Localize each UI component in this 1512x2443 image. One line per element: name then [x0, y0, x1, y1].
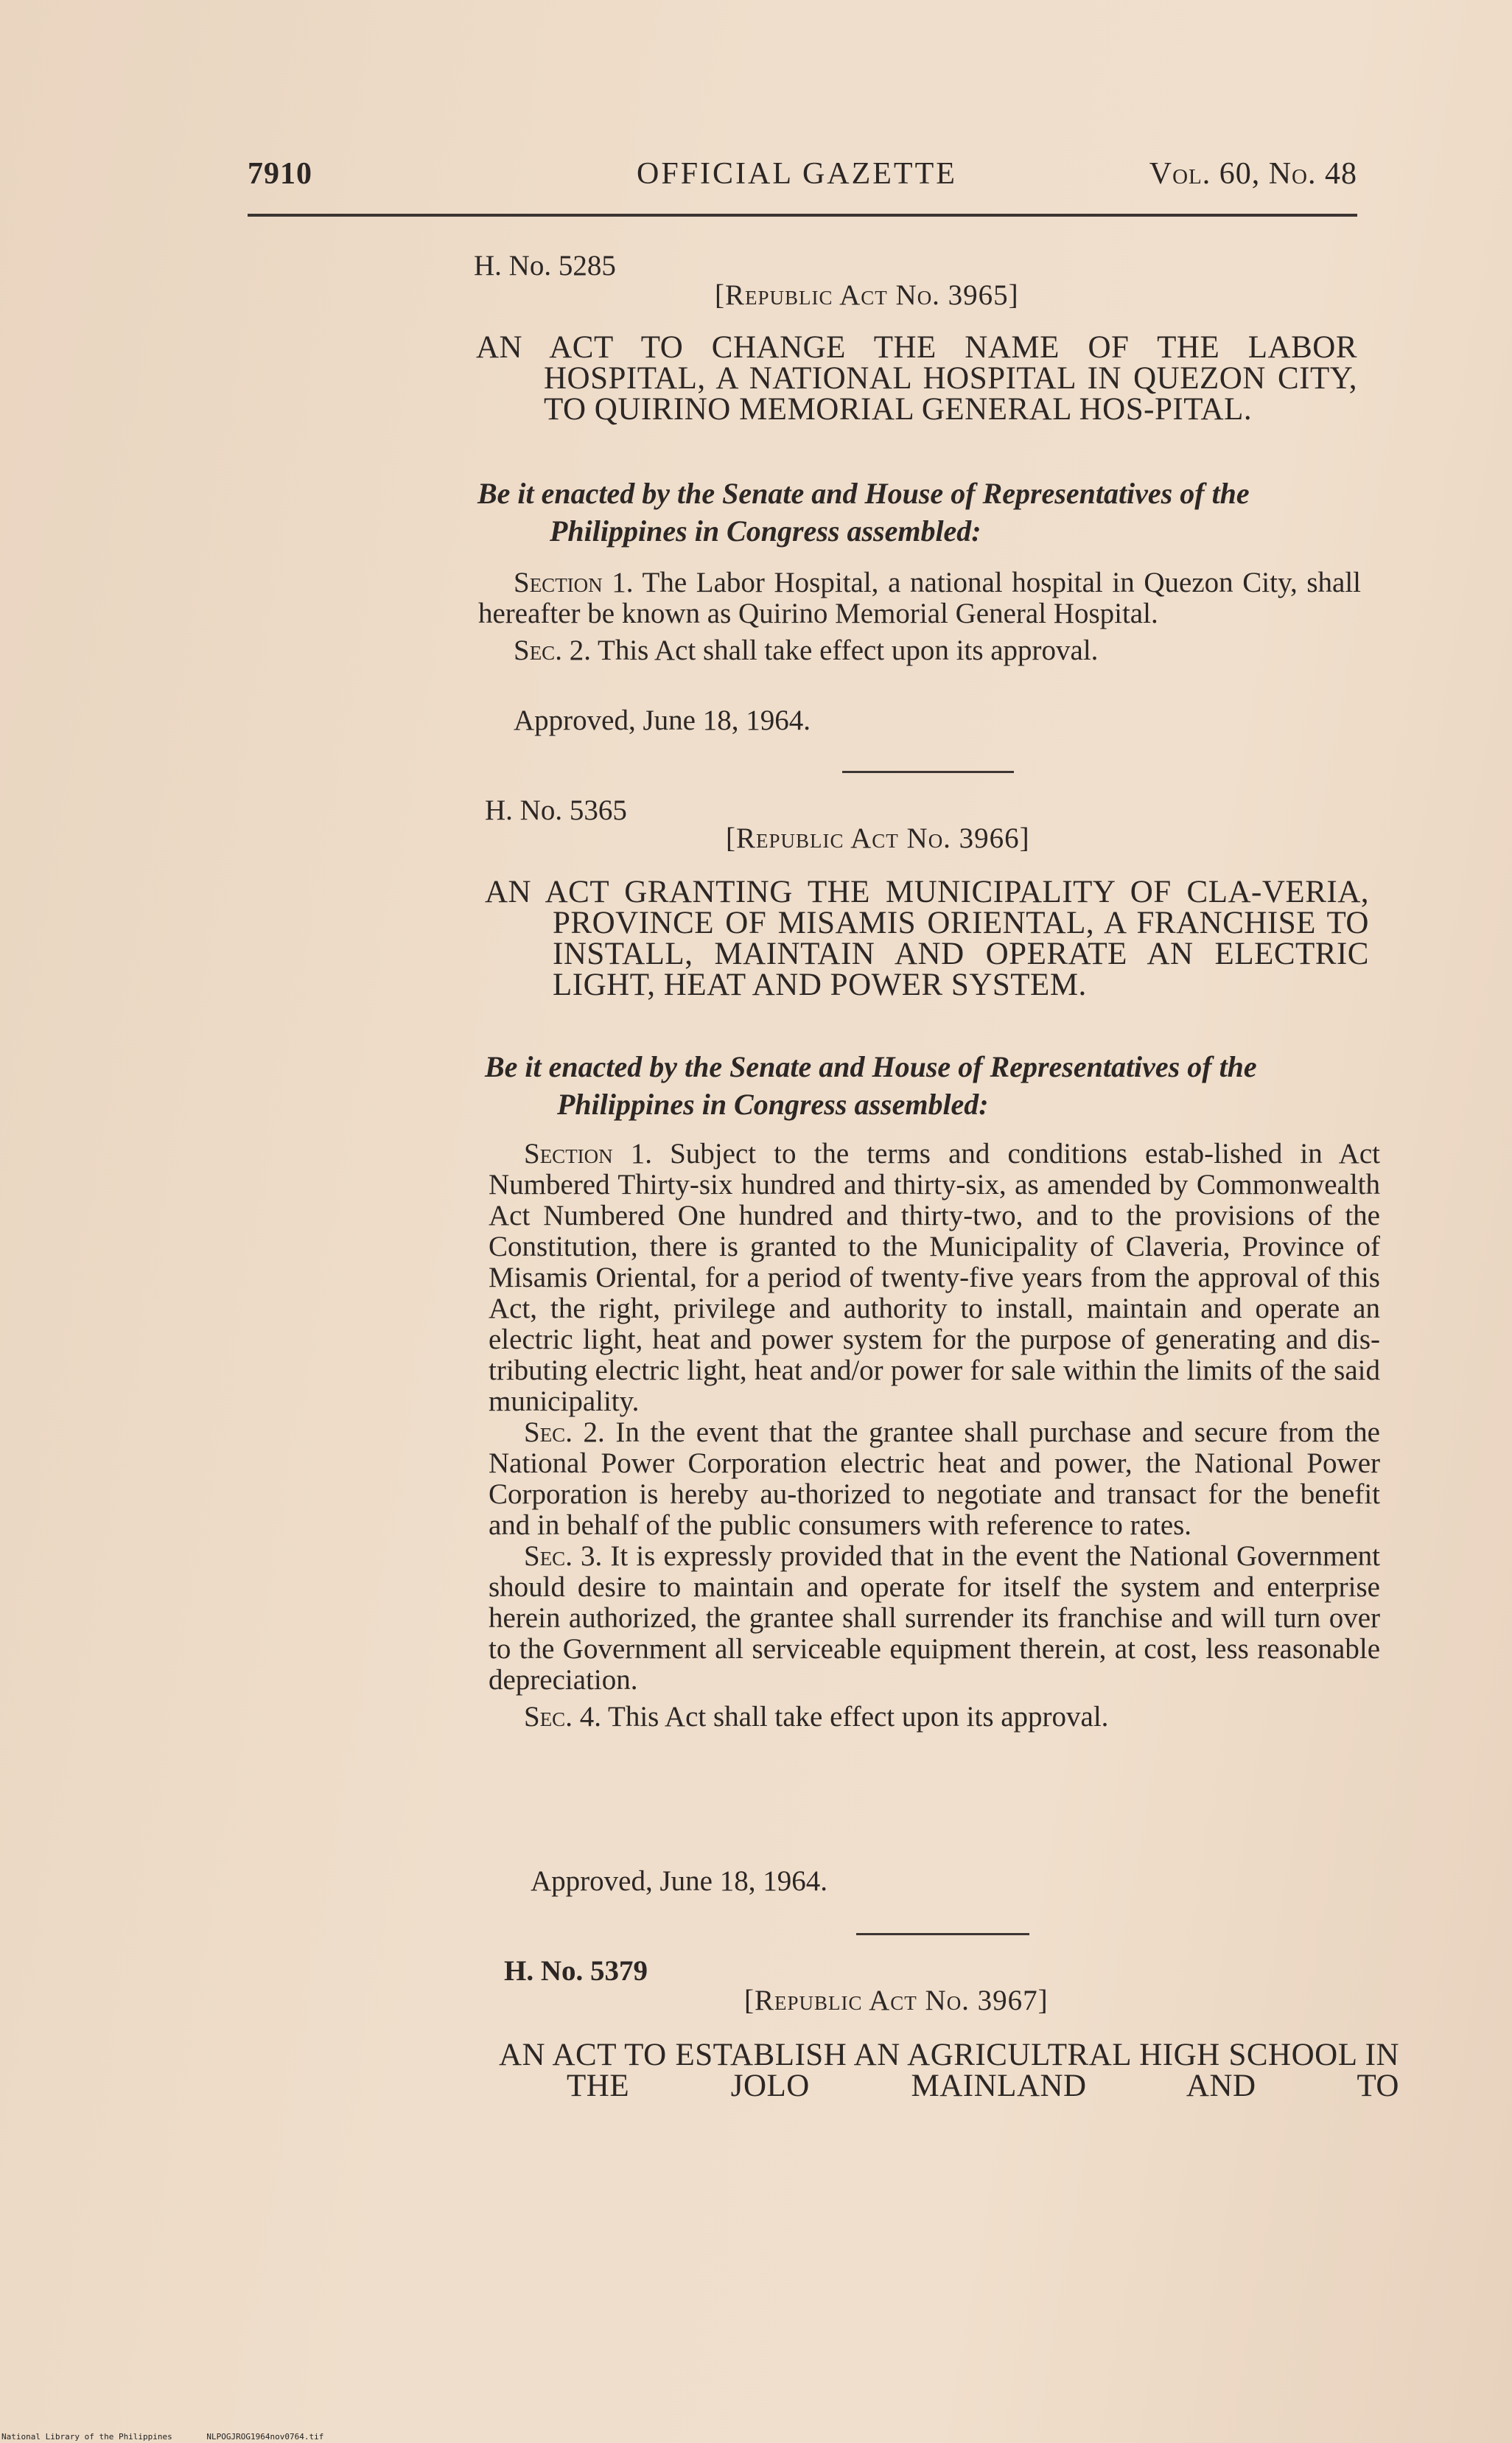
section-paragraph [489, 1541, 1380, 1696]
header-rule [248, 214, 1357, 217]
running-header [248, 156, 1357, 200]
house-bill-number: H. No. 5285 [474, 250, 616, 282]
republic-act-number: [Republic Act No. 3965] [715, 279, 1019, 311]
scan-footer [1, 2432, 353, 2442]
house-bill-number: H. No. 5365 [485, 794, 627, 826]
section-label: Sec. 2. [514, 635, 591, 666]
section-text: Subject to the terms and conditions estab-lished in Act Numbered Thirty-six hundred and thirty-six, as amended by Commonwealth Act Numbered One hundred and thirty-two, and to the provisions of the Constitution, there is granted to the Municipality of Claveria, Province of Misamis Oriental, for a period of twenty-five years from the approval of this Act, the right, privilege and authority to install, maintain and operate an electric light, heat and power system for the purpose of generating and dis-tributing electric light, heat and/or power for sale within the limits of the said municipality. [489, 1138, 1380, 1417]
section-text: It is expressly provided that in the event the National Government should desire to maintain and operate for itself the system and enterprise herein authorized, the grantee shall surrender its franchise and will turn over to the Government all serviceable equipment therein, at cost, less reasonable depreciation. [489, 1540, 1380, 1696]
section-text: In the event that the grantee shall purchase and secure from the National Power Corporation electric heat and power, the National Power Corporation is hereby au-thorized to negotiate and transact for the benefit and in behalf of the public consumers with reference to rates. [489, 1416, 1380, 1541]
section-label: Sec. 2. [524, 1416, 605, 1448]
republic-act-number: [Republic Act No. 3966] [726, 822, 1030, 854]
act-title: AN ACT TO CHANGE THE NAME OF THE LABOR HOSPITAL, A NATIONAL HOSPITAL IN QUEZON CITY, TO QUIRINO MEMORIAL GENERAL HOS-PITAL. [476, 330, 1357, 427]
section-text: This Act shall take effect upon its approval. [598, 635, 1099, 666]
section-paragraph [478, 567, 1361, 629]
volume-info: Vol. 60, No. 48 [1149, 157, 1357, 191]
section-paragraph [489, 1139, 1380, 1417]
section-label: Sec. 4. [524, 1701, 601, 1733]
section-separator [842, 771, 1014, 773]
section-label: Section 1. [524, 1138, 653, 1170]
house-bill-number: H. No. 5379 [504, 1955, 648, 1987]
gazette-title: OFFICIAL GAZETTE [637, 157, 957, 191]
section-label: Sec. 3. [524, 1540, 603, 1572]
enacting-clause: Be it enacted by the Senate and House of Representatives of the Philippines in Congress assembled: [485, 1050, 1257, 1121]
section-paragraph [478, 635, 1361, 666]
page-number: 7910 [248, 157, 312, 191]
republic-act-number: [Republic Act No. 3967] [744, 1985, 1049, 2016]
library-name: National Library of the Philippines [1, 2432, 172, 2442]
section-paragraph [489, 1702, 1380, 1733]
section-paragraph [489, 1417, 1380, 1541]
act-body [478, 567, 1361, 666]
section-text: The Labor Hospital, a national hospital in Quezon City, shall hereafter be known as Quirino Memorial General Hospital. [478, 567, 1361, 629]
act-body [489, 1139, 1380, 1733]
approval-date: Approved, June 18, 1964. [531, 1865, 827, 1897]
section-separator [856, 1933, 1029, 1935]
act-title: AN ACT TO ESTABLISH AN AGRICULTRAL HIGH SCHOOL IN THE JOLO MAINLAND AND TO [499, 2038, 1399, 2103]
act-title: AN ACT GRANTING THE MUNICIPALITY OF CLA-VERIA, PROVINCE OF MISAMIS ORIENTAL, A FRANCHISE TO INSTALL, MAINTAIN AND OPERATE AN ELECTRIC LIGHT, HEAT AND POWER SYSTEM. [485, 875, 1369, 1002]
section-label: Section 1. [514, 567, 634, 598]
enacting-clause: Be it enacted by the Senate and House of Representatives of the Philippines in Congress assembled: [477, 477, 1250, 548]
file-name: NLPOGJROG1964nov0764.tif [206, 2432, 324, 2442]
approval-date: Approved, June 18, 1964. [514, 705, 811, 736]
section-text: This Act shall take effect upon its approval. [608, 1701, 1109, 1733]
